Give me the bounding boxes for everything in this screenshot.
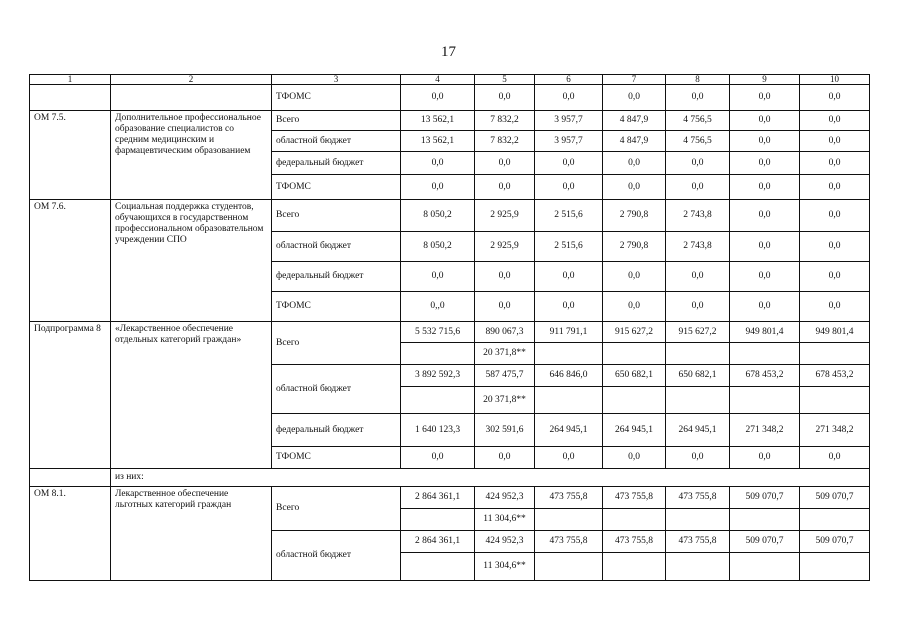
value-cell: 509 070,7 bbox=[730, 487, 800, 509]
value-cell: 0,0 bbox=[730, 262, 800, 292]
value-cell: 264 945,1 bbox=[535, 414, 603, 447]
value-cell: 7 832,2 bbox=[475, 111, 535, 131]
value-cell: 424 952,3 bbox=[475, 531, 535, 553]
source-cell: Всего bbox=[272, 487, 401, 531]
column-header: 2 bbox=[111, 75, 272, 85]
column-header: 1 bbox=[30, 75, 111, 85]
value-cell: 0,0 bbox=[401, 447, 475, 469]
page-number: 17 bbox=[441, 44, 456, 60]
value-cell: 911 791,1 bbox=[535, 322, 603, 343]
source-cell: федеральный бюджет bbox=[272, 262, 401, 292]
value-cell: 0,0 bbox=[475, 175, 535, 200]
value-cell: 0,0 bbox=[475, 447, 535, 469]
column-header: 10 bbox=[800, 75, 870, 85]
value-cell: 0,0 bbox=[475, 292, 535, 322]
value-cell: 264 945,1 bbox=[666, 414, 730, 447]
budget-table bbox=[29, 74, 870, 581]
value-cell: 0,0 bbox=[730, 200, 800, 232]
value-cell: 0,0 bbox=[730, 175, 800, 200]
column-header: 7 bbox=[603, 75, 666, 85]
value-cell: 264 945,1 bbox=[603, 414, 666, 447]
row-title: Социальная поддержка студентов, обучающихся в государственном профессиональном образовательном учреждении СПО bbox=[111, 200, 272, 322]
value-cell: 0,0 bbox=[730, 292, 800, 322]
empty-cell bbox=[666, 343, 730, 365]
value-cell: 3 892 592,3 bbox=[401, 365, 475, 387]
value-cell: 0,0 bbox=[475, 85, 535, 111]
value-cell: 0,0 bbox=[603, 447, 666, 469]
value-cell: 0,0 bbox=[475, 262, 535, 292]
value-cell: 2 864 361,1 bbox=[401, 531, 475, 553]
value-cell: 0,0 bbox=[603, 175, 666, 200]
value-cell: 0,0 bbox=[666, 262, 730, 292]
empty-cell bbox=[111, 85, 272, 111]
table-row bbox=[30, 469, 870, 487]
source-cell: областной бюджет bbox=[272, 232, 401, 262]
column-header: 6 bbox=[535, 75, 603, 85]
empty-cell bbox=[535, 387, 603, 414]
row-title: Лекарственное обеспечение льготных категорий граждан bbox=[111, 487, 272, 581]
value-cell: 949 801,4 bbox=[730, 322, 800, 343]
value-cell: 473 755,8 bbox=[603, 531, 666, 553]
value-cell: 646 846,0 bbox=[535, 365, 603, 387]
value-cell: 0,0 bbox=[800, 262, 870, 292]
empty-cell bbox=[603, 343, 666, 365]
value-cell: 3 957,7 bbox=[535, 111, 603, 131]
value-cell: 271 348,2 bbox=[800, 414, 870, 447]
value-cell: 302 591,6 bbox=[475, 414, 535, 447]
value-cell: 8 050,2 bbox=[401, 232, 475, 262]
value-cell: 0,0 bbox=[535, 85, 603, 111]
empty-cell bbox=[535, 553, 603, 581]
value-cell: 0,0 bbox=[800, 152, 870, 175]
value-cell: 0,0 bbox=[800, 175, 870, 200]
empty-cell bbox=[800, 509, 870, 531]
empty-cell bbox=[30, 85, 111, 111]
value-cell: 0,0 bbox=[800, 200, 870, 232]
of-which-label: из них: bbox=[111, 469, 870, 487]
column-header: 9 bbox=[730, 75, 800, 85]
value-cell: 0,0 bbox=[535, 292, 603, 322]
value-cell: 949 801,4 bbox=[800, 322, 870, 343]
value-cell: 0,,0 bbox=[401, 292, 475, 322]
table-row bbox=[30, 487, 870, 509]
row-code: ОМ 7.6. bbox=[30, 200, 111, 322]
empty-cell bbox=[800, 343, 870, 365]
value-cell: 915 627,2 bbox=[603, 322, 666, 343]
value-cell: 2 515,6 bbox=[535, 232, 603, 262]
value-cell: 1 640 123,3 bbox=[401, 414, 475, 447]
value-cell: 509 070,7 bbox=[800, 487, 870, 509]
source-cell: Всего bbox=[272, 322, 401, 365]
column-header: 3 bbox=[272, 75, 401, 85]
value-cell: 0,0 bbox=[603, 152, 666, 175]
empty-cell bbox=[603, 387, 666, 414]
table-row bbox=[30, 111, 870, 131]
value-cell: 0,0 bbox=[603, 262, 666, 292]
source-cell: областной бюджет bbox=[272, 365, 401, 414]
value-cell: 0,0 bbox=[603, 292, 666, 322]
empty-cell bbox=[666, 387, 730, 414]
value-cell: 3 957,7 bbox=[535, 131, 603, 152]
value-cell: 0,0 bbox=[535, 447, 603, 469]
value-cell: 2 743,8 bbox=[666, 232, 730, 262]
value-cell: 0,0 bbox=[730, 232, 800, 262]
row-title: Дополнительное профессиональное образование специалистов со средним медицинским и фармацевтическим образованием bbox=[111, 111, 272, 200]
empty-cell bbox=[800, 553, 870, 581]
value-cell: 2 743,8 bbox=[666, 200, 730, 232]
value-cell: 5 532 715,6 bbox=[401, 322, 475, 343]
value-cell: 0,0 bbox=[800, 292, 870, 322]
source-cell: Всего bbox=[272, 111, 401, 131]
empty-cell bbox=[401, 387, 475, 414]
empty-cell bbox=[730, 553, 800, 581]
value-cell: 473 755,8 bbox=[603, 487, 666, 509]
row-code: Подпрограмма 8 bbox=[30, 322, 111, 469]
value-cell: 0,0 bbox=[401, 175, 475, 200]
empty-cell bbox=[603, 553, 666, 581]
value-cell: 473 755,8 bbox=[535, 531, 603, 553]
column-header: 4 bbox=[401, 75, 475, 85]
value-cell: 509 070,7 bbox=[730, 531, 800, 553]
value-cell: 0,0 bbox=[730, 111, 800, 131]
value-cell: 20 371,8** bbox=[475, 387, 535, 414]
row-code: ОМ 7.5. bbox=[30, 111, 111, 200]
value-cell: 2 864 361,1 bbox=[401, 487, 475, 509]
value-cell: 0,0 bbox=[800, 232, 870, 262]
value-cell: 2 790,8 bbox=[603, 232, 666, 262]
value-cell: 0,0 bbox=[535, 152, 603, 175]
value-cell: 0,0 bbox=[535, 262, 603, 292]
column-number-row bbox=[30, 75, 870, 85]
value-cell: 4 756,5 bbox=[666, 111, 730, 131]
empty-cell bbox=[401, 553, 475, 581]
value-cell: 4 847,9 bbox=[603, 131, 666, 152]
value-cell: 0,0 bbox=[535, 175, 603, 200]
value-cell: 13 562,1 bbox=[401, 131, 475, 152]
value-cell: 0,0 bbox=[666, 447, 730, 469]
empty-cell bbox=[730, 387, 800, 414]
source-cell: ТФОМС bbox=[272, 447, 401, 469]
value-cell: 473 755,8 bbox=[535, 487, 603, 509]
value-cell: 0,0 bbox=[800, 85, 870, 111]
source-cell: федеральный бюджет bbox=[272, 414, 401, 447]
source-cell: областной бюджет bbox=[272, 131, 401, 152]
value-cell: 8 050,2 bbox=[401, 200, 475, 232]
table-row bbox=[30, 85, 870, 111]
row-code: ОМ 8.1. bbox=[30, 487, 111, 581]
value-cell: 4 756,5 bbox=[666, 131, 730, 152]
value-cell: 473 755,8 bbox=[666, 487, 730, 509]
value-cell: 271 348,2 bbox=[730, 414, 800, 447]
table-row bbox=[30, 322, 870, 343]
value-cell: 0,0 bbox=[730, 152, 800, 175]
source-cell: ТФОМС bbox=[272, 292, 401, 322]
empty-cell bbox=[730, 509, 800, 531]
value-cell: 11 304,6** bbox=[475, 553, 535, 581]
empty-cell bbox=[666, 509, 730, 531]
empty-cell bbox=[401, 509, 475, 531]
empty-cell bbox=[800, 387, 870, 414]
value-cell: 0,0 bbox=[730, 85, 800, 111]
source-cell: ТФОМС bbox=[272, 175, 401, 200]
table-row bbox=[30, 200, 870, 232]
empty-cell bbox=[730, 343, 800, 365]
value-cell: 509 070,7 bbox=[800, 531, 870, 553]
value-cell: 2 925,9 bbox=[475, 200, 535, 232]
value-cell: 0,0 bbox=[666, 85, 730, 111]
row-title: «Лекарственное обеспечение отдельных категорий граждан» bbox=[111, 322, 272, 469]
source-cell: федеральный бюджет bbox=[272, 152, 401, 175]
empty-cell bbox=[535, 343, 603, 365]
value-cell: 0,0 bbox=[730, 131, 800, 152]
value-cell: 0,0 bbox=[666, 152, 730, 175]
value-cell: 0,0 bbox=[401, 262, 475, 292]
value-cell: 915 627,2 bbox=[666, 322, 730, 343]
value-cell: 650 682,1 bbox=[666, 365, 730, 387]
value-cell: 587 475,7 bbox=[475, 365, 535, 387]
empty-cell bbox=[401, 343, 475, 365]
value-cell: 0,0 bbox=[666, 292, 730, 322]
value-cell: 0,0 bbox=[800, 131, 870, 152]
value-cell: 2 790,8 bbox=[603, 200, 666, 232]
value-cell: 20 371,8** bbox=[475, 343, 535, 365]
source-cell: Всего bbox=[272, 200, 401, 232]
value-cell: 2 925,9 bbox=[475, 232, 535, 262]
source-cell: ТФОМС bbox=[272, 85, 401, 111]
column-header: 5 bbox=[475, 75, 535, 85]
value-cell: 424 952,3 bbox=[475, 487, 535, 509]
value-cell: 0,0 bbox=[666, 175, 730, 200]
empty-cell bbox=[535, 509, 603, 531]
empty-cell bbox=[30, 469, 111, 487]
value-cell: 0,0 bbox=[800, 111, 870, 131]
value-cell: 13 562,1 bbox=[401, 111, 475, 131]
value-cell: 0,0 bbox=[401, 152, 475, 175]
source-cell: областной бюджет bbox=[272, 531, 401, 581]
value-cell: 4 847,9 bbox=[603, 111, 666, 131]
column-header: 8 bbox=[666, 75, 730, 85]
empty-cell bbox=[666, 553, 730, 581]
value-cell: 11 304,6** bbox=[475, 509, 535, 531]
empty-cell bbox=[603, 509, 666, 531]
value-cell: 0,0 bbox=[603, 85, 666, 111]
value-cell: 678 453,2 bbox=[800, 365, 870, 387]
value-cell: 7 832,2 bbox=[475, 131, 535, 152]
value-cell: 0,0 bbox=[730, 447, 800, 469]
value-cell: 0,0 bbox=[800, 447, 870, 469]
value-cell: 473 755,8 bbox=[666, 531, 730, 553]
value-cell: 678 453,2 bbox=[730, 365, 800, 387]
value-cell: 0,0 bbox=[475, 152, 535, 175]
value-cell: 890 067,3 bbox=[475, 322, 535, 343]
value-cell: 0,0 bbox=[401, 85, 475, 111]
value-cell: 2 515,6 bbox=[535, 200, 603, 232]
value-cell: 650 682,1 bbox=[603, 365, 666, 387]
